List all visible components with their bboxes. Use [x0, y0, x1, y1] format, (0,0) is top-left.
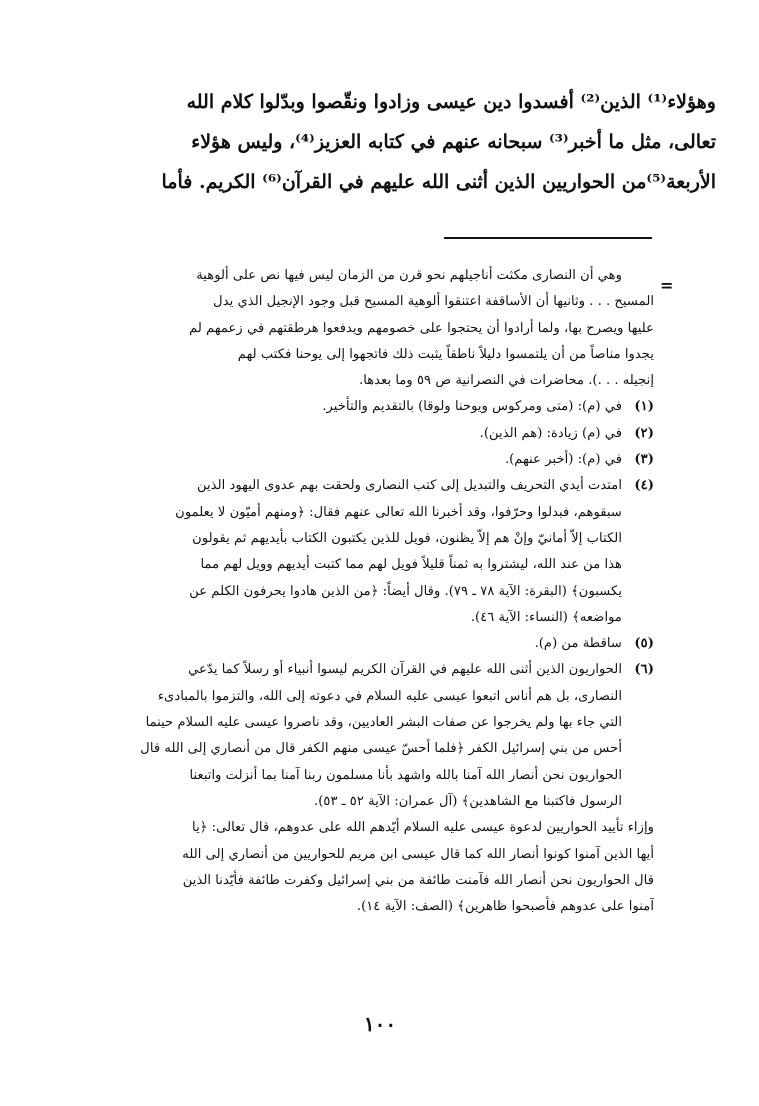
footnote-line: سبقوهم، فبدلوا وحرّفوا، وقد أخبرنا الله تعالى عنهم فقال: ﴿ومنهم أميّون لا يعلمون: [175, 504, 622, 520]
footnote-line: امتدت أيدي التحريف والتبديل إلى كتب النصارى ولحقت بهم عدوى اليهود الذين: [196, 478, 622, 494]
footnote-4: [96, 473, 654, 631]
footnote-line: أحس من بني إسرائيل الكفر ﴿فلما أحسّ عيسى منهم الكفر قال من أنصاري إلى الله قال: [140, 741, 622, 757]
footnote-3: [96, 447, 654, 473]
footnote-line: في (م) زيادة: (هم الذين).: [479, 425, 622, 441]
footnote-line: يكسبون﴾ (البقرة: الآية ٧٨ ـ ٧٩). وقال أيضاً: ﴿من الذين هادوا يحرفون الكلم عن: [189, 583, 622, 599]
footnote-5: [96, 631, 654, 657]
footnote-number: (٣): [634, 452, 654, 468]
footnote-number: (٢): [634, 425, 654, 441]
footnote-carryover-line: يجدوا مناصاً من أن يلتمسوا دليلاً ناطقاً يثبت ذلك فاتجهوا إلى يوحنا فكتب لهم: [237, 346, 654, 362]
footnote-number: (٥): [634, 636, 654, 652]
footnote-carryover-line: عليها ويصرح بها، ولما أرادوا أن يحتجوا على خصومهم ويدفعوا هرطقتهم في زعمهم لم: [189, 320, 654, 336]
footnote-trailing-line: وإزاء تأييد الحواريين لدعوة عيسى عليه السلام أيّدهم الله على عدوهم، قال تعالى: ﴿يا: [192, 820, 654, 836]
footnote-trailing-line: قال الحواريون نحن أنصار الله فآمنت طائفة من بني إسرائيل وكفرت طائفة فأيّدنا الذين: [182, 872, 654, 888]
main-text: [96, 82, 716, 202]
footnote-carryover-line: إنجيله . . .). محاضرات في النصرانية ص ٥٩ وما بعدها.: [359, 373, 654, 389]
footnote-line: هذا من عند الله، ليشتروا به ثمناً قليلاً فويل لهم مما كتبت أيديهم وويل لهم مما: [200, 557, 622, 573]
footnote-body: [96, 473, 622, 631]
footnote-carryover-line: المسيح . . . وثانيها أن الأساقفة اعتنقوا ألوهية المسيح قبل وجود الإنجيل الذي يدل: [213, 294, 654, 310]
footnote-line: الكتاب إلاّ أمانيّ وإنْ هم إلاّ يظنون، فويل للذين يكتبون الكتاب بأيديهم ثم يقولون: [192, 530, 622, 546]
main-text-line: تعالى، مثل ما أخبر⁽³⁾ سبحانه عنهم في كتابه العزيز⁽⁴⁾، وليس هؤلاء: [191, 131, 716, 153]
footnote-line: الحواريون الذين أثنى الله عليهم في القرآن الكريم ليسوا أنبياء أو رسلاً كما يدّعي: [188, 662, 622, 678]
footnote-body: [96, 421, 622, 447]
footnote-line: في (م): (متى ومركوس ويوحنا ولوقا) بالتقديم والتأخير.: [322, 399, 622, 415]
footnote-number: (١): [634, 399, 654, 415]
footnote-line: مواضعه﴾ (النساء: الآية ٤٦).: [470, 609, 622, 625]
footnotes: [96, 263, 654, 920]
footnote-body: [96, 394, 622, 420]
footnote-line: الحواريون نحن أنصار الله آمنا بالله واشهد بأنا مسلمون ربنا آمنا بما أنزلت واتبعنا: [189, 767, 622, 783]
footnote-line: الرسول فاكتبنا مع الشاهدين﴾ (آل عمران: الآية ٥٢ ـ ٥٣).: [314, 793, 622, 809]
main-text-line: الأربعة⁽⁵⁾من الحواريين الذين أثنى الله عليهم في القرآن⁽⁶⁾ الكريم. فأما: [161, 171, 716, 193]
footnote-line: ساقطة من (م).: [534, 636, 622, 652]
main-text-line: وهؤلاء⁽¹⁾ الذين⁽²⁾ أفسدوا دين عيسى وزادوا ونقّصوا وبدّلوا كلام الله: [186, 91, 716, 113]
footnote-body: [96, 631, 622, 657]
footnote-line: في (م): (أخبر عنهم).: [504, 452, 622, 468]
footnote-number: (٤): [634, 478, 654, 494]
footnote-trailing-line: آمنوا على عدوهم فأصبحوا ظاهرين﴾ (الصف: الآية ١٤).: [356, 899, 654, 915]
footnote-1: [96, 394, 654, 420]
footnote-separator: [444, 237, 652, 239]
footnote-body: [96, 657, 622, 815]
footnote-trailing-line: أيها الذين آمنوا كونوا أنصار الله كما قال عيسى ابن مريم للحواريين من أنصاري إلى الله: [182, 846, 654, 862]
continuation-mark: =: [660, 276, 674, 295]
footnote-number: (٦): [634, 662, 654, 678]
footnote-carryover-line: وهي أن النصارى مكثت أناجيلهم نحو قرن من الزمان ليس فيها نص على ألوهية: [196, 268, 622, 283]
page-number: ١٠٠: [363, 1012, 397, 1036]
footnote-body: [96, 447, 622, 473]
footnote-6: [96, 657, 654, 815]
footnote-line: النصارى، بل هم أناس اتبعوا عيسى عليه السلام في دعوته إلى الله، والتزموا بالمبادىء: [157, 688, 622, 704]
footnote-2: [96, 421, 654, 447]
footnote-line: التي جاء بها ولم يخرجوا عن صفات البشر العاديين، وقد ناصروا عيسى عليه السلام حينما: [145, 715, 622, 731]
